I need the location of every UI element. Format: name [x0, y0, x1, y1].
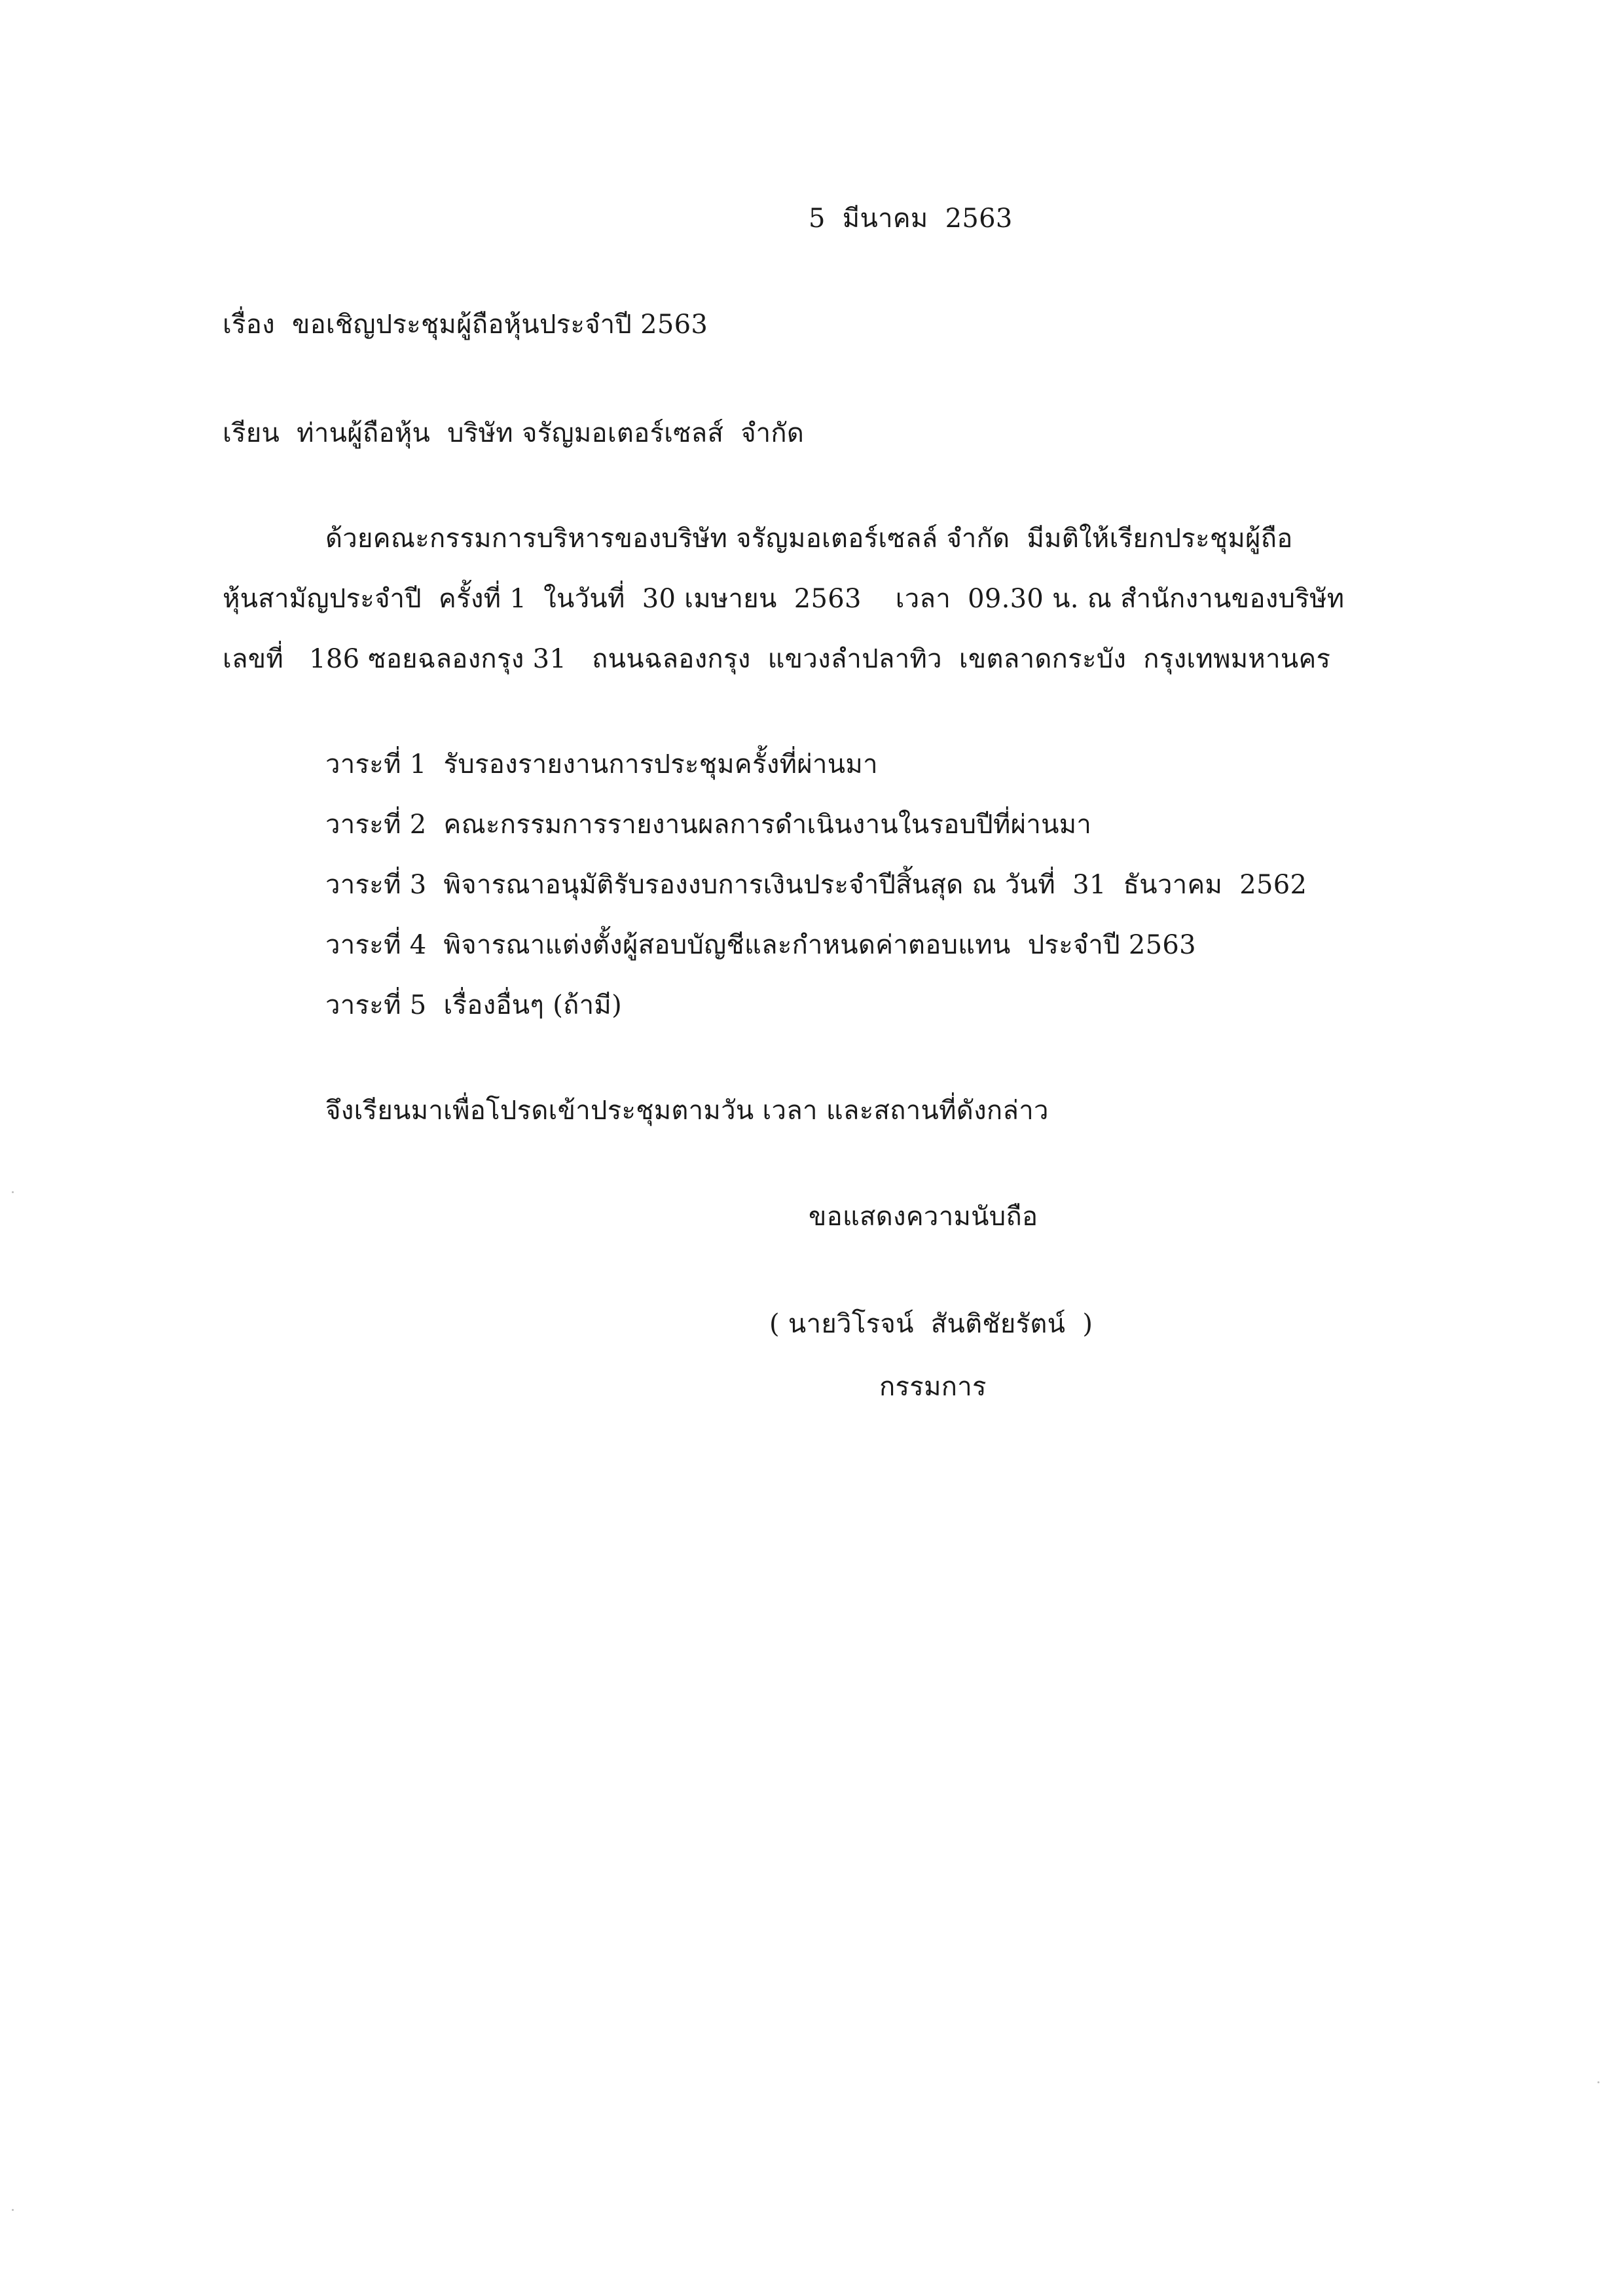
body-line: ด้วยคณะกรรมการบริหารของบริษัท จรัญมอเตอร์เซลล์ จำกัด มีมติให้เรียกประชุมผู้ถือ	[325, 524, 1293, 554]
agenda-item: วาระที่ 1 รับรองรายงานการประชุมครั้งที่ผ่านมา	[325, 749, 878, 780]
agenda-item: วาระที่ 4 พิจารณาแต่งตั้งผู้สอบบัญชีและกำหนดค่าตอบแทน ประจำปี 2563	[325, 930, 1196, 960]
agenda-item: วาระที่ 3 พิจารณาอนุมัติรับรองงบการเงินประจำปีสิ้นสุด ณ วันที่ 31 ธันวาคม 2562	[325, 870, 1307, 900]
body-line: เลขที่ 186 ซอยฉลองกรุง 31 ถนนฉลองกรุง แขวงลำปลาทิว เขตลาดกระบัง กรุงเทพมหานคร	[223, 644, 1331, 674]
closing-sentence: จึงเรียนมาเพื่อโปรดเข้าประชุมตามวัน เวลา และสถานที่ดังกล่าว	[325, 1096, 1049, 1126]
signer-name: ( นายวิโรจน์ สันติชัยรัตน์ )	[769, 1309, 1093, 1339]
letter-subject: เรื่อง ขอเชิญประชุมผู้ถือหุ้นประจำปี 2563	[223, 310, 708, 340]
scan-speck	[12, 2209, 14, 2211]
letter-recipient: เรียน ท่านผู้ถือหุ้น บริษัท จรัญมอเตอร์เซลส์ จำกัด	[223, 418, 805, 448]
body-line: หุ้นสามัญประจำปี ครั้งที่ 1 ในวันที่ 30 เมษายน 2563 เวลา 09.30 น. ณ สำนักงานของบริษัท	[223, 584, 1345, 614]
signer-position: กรรมการ	[879, 1372, 987, 1402]
agenda-item: วาระที่ 2 คณะกรรมการรายงานผลการดำเนินงานในรอบปีที่ผ่านมา	[325, 810, 1092, 840]
scan-speck	[1597, 2081, 1599, 2083]
regards: ขอแสดงความนับถือ	[809, 1202, 1038, 1232]
letter-date: 5 มีนาคม 2563	[809, 204, 1013, 234]
agenda-item: วาระที่ 5 เรื่องอื่นๆ (ถ้ามี)	[325, 990, 622, 1020]
scan-speck	[12, 1191, 14, 1193]
